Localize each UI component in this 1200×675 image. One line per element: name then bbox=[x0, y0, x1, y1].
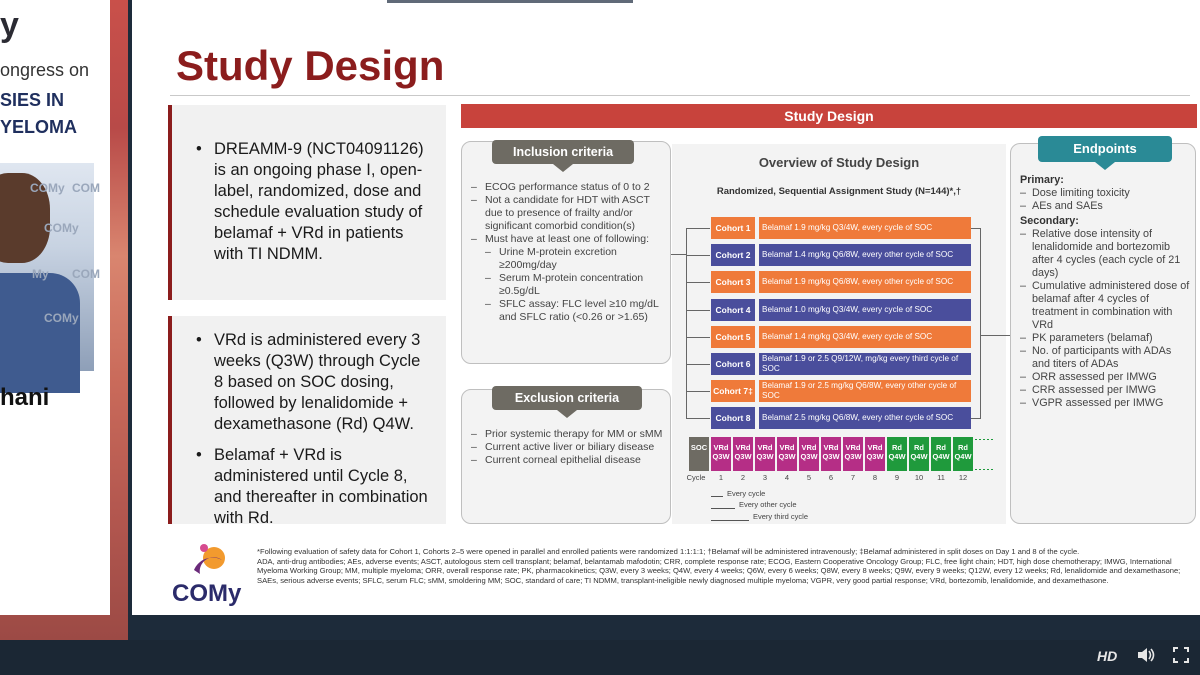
cycle-number: 9 bbox=[894, 473, 900, 482]
congress-line1: SIES IN bbox=[0, 90, 65, 110]
cohort-3-label: Cohort 3 bbox=[711, 271, 755, 293]
cycle-box-text: VRd bbox=[801, 443, 817, 452]
cycle-box-text: Rd bbox=[914, 443, 924, 452]
cycle-number: 8 bbox=[872, 473, 878, 482]
footnotes bbox=[257, 547, 1192, 585]
cycle-number: 1 bbox=[718, 473, 724, 482]
connector-line bbox=[686, 282, 710, 283]
inclusion-subitem: – SFLC assay: FLC level ≥10 mg/dL and SFLC ratio (<0.26 or >1.65) bbox=[471, 298, 667, 324]
cycle-box bbox=[887, 437, 907, 471]
cycle-box-text: Q3W bbox=[844, 452, 862, 461]
cycle-box-text: VRd bbox=[823, 443, 839, 452]
webcam-watermark: COMy bbox=[44, 311, 79, 325]
legend-every-other-cycle: Every other cycle bbox=[739, 500, 797, 509]
cycle-box-text: Q4W bbox=[888, 452, 906, 461]
bullet-item: • DREAMM-9 (NCT04091126) is an ongoing phase I, open-label, randomized, dose and schedule evaluation study of belamaf + VRd in patients with TI NDMM. bbox=[186, 139, 432, 265]
cycle-box-text: Q4W bbox=[954, 452, 972, 461]
continuation-dots bbox=[975, 439, 995, 440]
cycle-number: 5 bbox=[806, 473, 812, 482]
slide-title: Study Design bbox=[176, 42, 445, 89]
cycle-box-text: VRd bbox=[867, 443, 883, 452]
diagram-header: Study Design bbox=[461, 104, 1197, 128]
cycle-box bbox=[711, 437, 731, 471]
cycle-number: 3 bbox=[762, 473, 768, 482]
comy-logo bbox=[172, 540, 244, 610]
cycle-box-text: Q3W bbox=[734, 452, 752, 461]
fullscreen-button[interactable] bbox=[1173, 647, 1189, 666]
cycle-number: 4 bbox=[784, 473, 790, 482]
cycle-number: 6 bbox=[828, 473, 834, 482]
legend-line-every-cycle bbox=[711, 496, 723, 497]
cycle-box-text: Q3W bbox=[778, 452, 796, 461]
inclusion-list bbox=[471, 181, 667, 324]
cycle-number: 2 bbox=[740, 473, 746, 482]
inclusion-item: – Must have at least one of following: bbox=[471, 233, 667, 246]
cycle-box bbox=[865, 437, 885, 471]
exclusion-item: – Prior systemic therapy for MM or sMM bbox=[471, 428, 667, 441]
cycle-box bbox=[931, 437, 951, 471]
title-divider bbox=[170, 95, 1190, 96]
top-progress-indicator bbox=[387, 0, 633, 3]
cohort-8-label: Cohort 8 bbox=[711, 407, 755, 429]
bullet-box-2 bbox=[168, 316, 446, 527]
cycle-box-text: Q3W bbox=[800, 452, 818, 461]
presenter-body bbox=[0, 273, 80, 393]
cohort-6-dose: Belamaf 1.9 or 2.5 Q9/12W, mg/kg every third cycle of SOC bbox=[759, 353, 971, 375]
cycle-box-text: Q4W bbox=[932, 452, 950, 461]
endpoints-title: Endpoints bbox=[1038, 136, 1172, 162]
cohort-1-label: Cohort 1 bbox=[711, 217, 755, 239]
cycle-box bbox=[755, 437, 775, 471]
footnote-abbreviations: ADA, anti-drug antibodies; AEs, adverse events; ASCT, autologous stem cell transplant; belamaf, belantamab mafodotin; CRR, complete response rate; ECOG, Eastern Cooperative Oncology Group; FLC, free light chain; HDT, high dose chemotherapy; IMWG, International Myeloma Working Group; MM, multiple myeloma; ORR, overall response rate; PK, pharmacokinetics; Q3W, every 3 weeks; Q4W, every 4 weeks; Q6W, every 6 weeks; Q8W, every 8 weeks; Q9W, every 9 weeks; Q12W, every 12 weeks; Rd, lenalidomide and dexamethasone; SAEs, serious adverse events; SFLC, serum FLC; sMM, smoldering MM; SOC, standard of care; TI NDMM, transplant-ineligible newly diagnosed multiple myeloma; VGPR, very good partial response; VRd, bortezomib, lenalidomide, and dexamethasone. bbox=[257, 556, 1181, 585]
cycle-number: 12 bbox=[958, 473, 968, 482]
connector-line bbox=[980, 335, 1010, 336]
cycle-box-text: Q3W bbox=[756, 452, 774, 461]
cycle-box-soc bbox=[689, 437, 709, 471]
volume-button[interactable] bbox=[1137, 647, 1155, 666]
webcam-watermark: COM bbox=[72, 267, 100, 281]
fullscreen-icon bbox=[1173, 647, 1189, 663]
presenter-webcam bbox=[0, 163, 100, 371]
secondary-endpoint: – CRR assessed per IMWG bbox=[1020, 384, 1192, 397]
cohort-5-dose: Belamaf 1.4 mg/kg Q3/4W, every cycle of SOC bbox=[759, 326, 971, 348]
cycle-axis-label: Cycle bbox=[686, 473, 706, 482]
secondary-endpoint: – Cumulative administered dose of belamaf after 4 cycles of treatment in combination with VRd bbox=[1020, 280, 1192, 332]
connector-line bbox=[686, 391, 710, 392]
hd-quality-button[interactable]: HD bbox=[1097, 648, 1118, 664]
inclusion-title: Inclusion criteria bbox=[492, 140, 634, 164]
cycle-number: 7 bbox=[850, 473, 856, 482]
exclusion-list bbox=[471, 428, 667, 467]
cycle-box bbox=[733, 437, 753, 471]
connector-line bbox=[686, 337, 710, 338]
exclusion-item: – Current active liver or biliary disease bbox=[471, 441, 667, 454]
cycle-box bbox=[799, 437, 819, 471]
secondary-endpoint: – VGPR assessed per IMWG bbox=[1020, 397, 1192, 410]
cohort-6-label: Cohort 6 bbox=[711, 353, 755, 375]
connector-line bbox=[971, 418, 981, 419]
cycle-box bbox=[909, 437, 929, 471]
presenter-panel bbox=[0, 0, 110, 615]
exclusion-title: Exclusion criteria bbox=[492, 386, 642, 410]
cycle-box-text: Q3W bbox=[822, 452, 840, 461]
cohort-5-label: Cohort 5 bbox=[711, 326, 755, 348]
connector-line bbox=[980, 228, 981, 419]
presenter-name: hani bbox=[0, 384, 50, 411]
exclusion-item: – Current corneal epithelial disease bbox=[471, 454, 667, 467]
cycle-box-text: Rd bbox=[958, 443, 968, 452]
legend-line-every-other bbox=[711, 508, 735, 509]
cohort-4-label: Cohort 4 bbox=[711, 299, 755, 321]
inclusion-item: – ECOG performance status of 0 to 2 bbox=[471, 181, 667, 194]
cohort-7-label: Cohort 7‡ bbox=[711, 380, 755, 402]
webcam-watermark: My bbox=[32, 267, 49, 281]
cohort-1-dose: Belamaf 1.9 mg/kg Q3/4W, every cycle of SOC bbox=[759, 217, 971, 239]
secondary-label: Secondary: bbox=[1020, 215, 1079, 227]
connector-line bbox=[971, 228, 981, 229]
footnote-symbols: *Following evaluation of safety data for Cohort 1, Cohorts 2–5 were opened in parallel and enrolled patients were randomized 1:1:1:1; †Belamaf will be administered intravenously; ‡Belamaf administered in split doses on Day 1 and 8 of the cycle. bbox=[257, 547, 1080, 556]
bullet-item: • VRd is administered every 3 weeks (Q3W) through Cycle 8 based on SOC dosing, followed by lenalidomide + dexamethasone (Rd) Q4W. bbox=[186, 330, 432, 435]
cycle-box-text: VRd bbox=[735, 443, 751, 452]
cohort-8-dose: Belamaf 2.5 mg/kg Q6/8W, every other cycle of SOC bbox=[759, 407, 971, 429]
overview-title: Overview of Study Design bbox=[758, 155, 920, 170]
connector-line bbox=[671, 254, 687, 255]
cohort-2-label: Cohort 2 bbox=[711, 244, 755, 266]
connector-line bbox=[686, 310, 710, 311]
congress-line2: YELOMA bbox=[0, 117, 78, 137]
cycle-box bbox=[777, 437, 797, 471]
cohort-2-dose: Belamaf 1.4 mg/kg Q6/8W, every other cycle of SOC bbox=[759, 244, 971, 266]
cycle-box bbox=[953, 437, 973, 471]
secondary-endpoint: – PK parameters (belamaf) bbox=[1020, 332, 1192, 345]
legend-line-every-third bbox=[711, 520, 749, 521]
continuation-dots bbox=[975, 469, 995, 470]
cycle-number: 11 bbox=[937, 473, 945, 482]
connector-line bbox=[686, 228, 710, 229]
cycle-box-text: Q4W bbox=[910, 452, 928, 461]
inclusion-item: – Not a candidate for HDT with ASCT due to presence of frailty and/or significant comorbid condition(s) bbox=[471, 194, 667, 233]
secondary-endpoint: – Relative dose intensity of lenalidomide and bortezomib after 4 cycles (each cycle of 21 days) bbox=[1020, 228, 1192, 280]
connector-line bbox=[686, 418, 710, 419]
inclusion-subitem: – Urine M-protein excretion ≥200mg/day bbox=[471, 246, 667, 272]
cycle-number: 10 bbox=[914, 473, 924, 482]
congress-title-fragment: y bbox=[0, 6, 19, 44]
secondary-endpoint: – ORR assessed per IMWG bbox=[1020, 371, 1192, 384]
cycle-box-text: VRd bbox=[757, 443, 773, 452]
overview-subtitle: Randomized, Sequential Assignment Study (N=144)*,† bbox=[716, 186, 962, 197]
secondary-endpoint: – No. of participants with ADAs and titers of ADAs bbox=[1020, 345, 1192, 371]
bullet-box-1 bbox=[168, 105, 446, 300]
cohort-7-dose: Belamaf 1.9 or 2.5 mg/kg Q6/8W, every other cycle of SOC bbox=[759, 380, 971, 402]
endpoints-list bbox=[1020, 172, 1192, 410]
cycle-box-text: SOC bbox=[690, 443, 708, 452]
webcam-watermark: COM bbox=[72, 181, 100, 195]
video-player-bar bbox=[0, 640, 1200, 675]
primary-label: Primary: bbox=[1020, 174, 1064, 186]
legend-every-cycle: Every cycle bbox=[727, 489, 766, 498]
cycle-box bbox=[821, 437, 841, 471]
comy-logo-text: COMy bbox=[172, 580, 242, 607]
congress-subtitle-fragment: ongress on bbox=[0, 60, 90, 80]
inclusion-subitem: – Serum M-protein concentration ≥0.5g/dL bbox=[471, 272, 667, 298]
cycle-box-text: Rd bbox=[892, 443, 902, 452]
cycle-box-text: VRd bbox=[845, 443, 861, 452]
bullet-item: • Belamaf + VRd is administered until Cycle 8, and thereafter in combination with Rd. bbox=[186, 445, 432, 529]
primary-endpoint: – Dose limiting toxicity bbox=[1020, 187, 1192, 200]
cycle-box-text: Q3W bbox=[712, 452, 730, 461]
primary-endpoint: – AEs and SAEs bbox=[1020, 200, 1192, 213]
cohort-3-dose: Belamaf 1.9 mg/kg Q6/8W, every other cycle of SOC bbox=[759, 271, 971, 293]
cohort-4-dose: Belamaf 1.0 mg/kg Q3/4W, every cycle of SOC bbox=[759, 299, 971, 321]
legend-every-third-cycle: Every third cycle bbox=[753, 512, 809, 521]
webcam-watermark: COMy bbox=[44, 221, 79, 235]
cycle-box-text: VRd bbox=[779, 443, 795, 452]
connector-line bbox=[686, 255, 710, 256]
volume-icon bbox=[1137, 647, 1155, 663]
webcam-watermark: COMy bbox=[30, 181, 65, 195]
cycle-box bbox=[843, 437, 863, 471]
cycle-box-text: Q3W bbox=[866, 452, 884, 461]
connector-line bbox=[686, 364, 710, 365]
cycle-box-text: Rd bbox=[936, 443, 946, 452]
cycle-box-text: VRd bbox=[713, 443, 729, 452]
